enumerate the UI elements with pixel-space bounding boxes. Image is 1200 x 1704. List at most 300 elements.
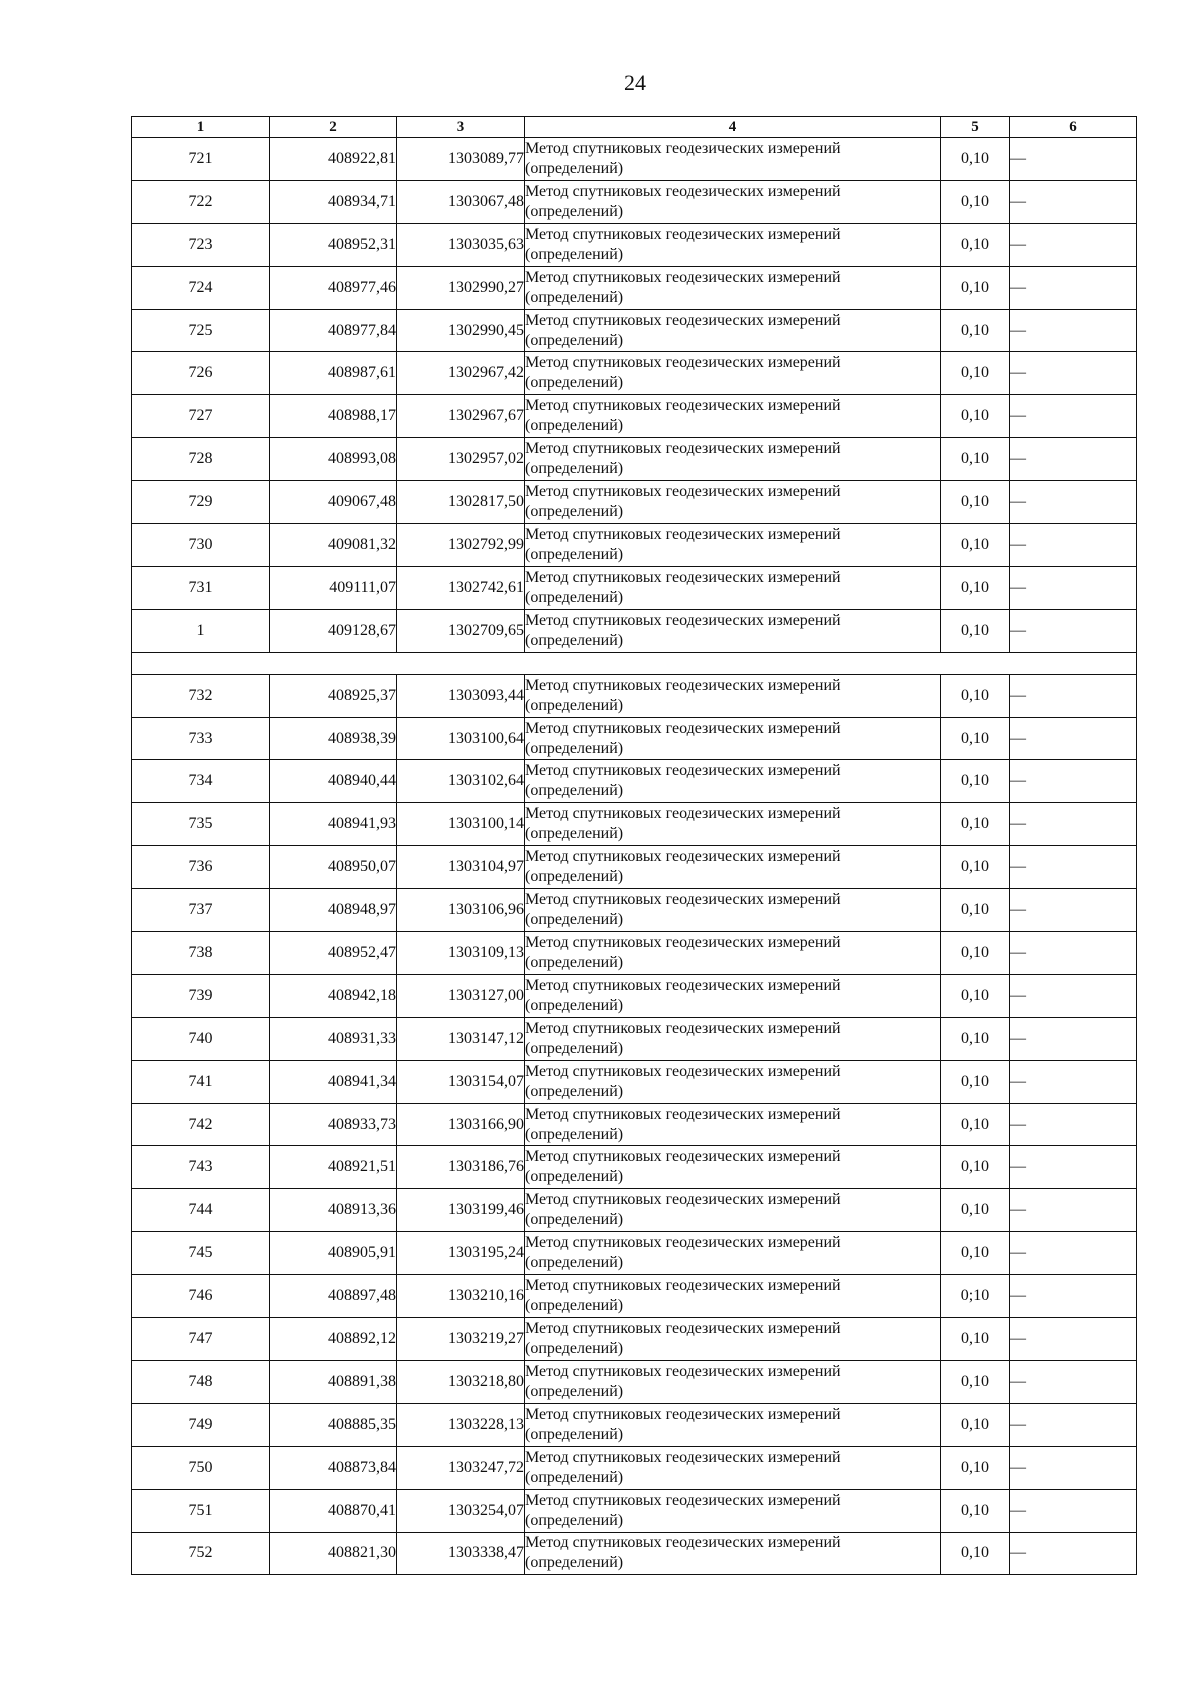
coord-y: 1302817,50	[397, 481, 525, 524]
coord-y: 1302709,65	[397, 609, 525, 652]
note-dash: —	[1010, 717, 1137, 760]
table-row	[132, 1446, 1137, 1489]
coord-y: 1303199,46	[397, 1189, 525, 1232]
point-number: 733	[132, 717, 270, 760]
note-dash: —	[1010, 609, 1137, 652]
coord-x: 408952,47	[270, 932, 397, 975]
method-line-2: (определений)	[525, 953, 624, 971]
point-number: 723	[132, 223, 270, 266]
point-number: 731	[132, 566, 270, 609]
note-dash: —	[1010, 1403, 1137, 1446]
method-line-1: Метод спутниковых геодезических измерений	[525, 976, 841, 994]
contour-separator-row	[132, 652, 1137, 674]
method-line-2: (определений)	[525, 417, 624, 435]
note-dash: —	[1010, 974, 1137, 1017]
method-line-2: (определений)	[525, 739, 624, 757]
table-row	[132, 846, 1137, 889]
coord-x: 408821,30	[270, 1532, 397, 1575]
method-line-2: (определений)	[525, 588, 624, 606]
method-cell	[525, 138, 941, 181]
note-dash: —	[1010, 566, 1137, 609]
accuracy-value: 0,10	[941, 481, 1010, 524]
method-line-2: (определений)	[525, 1082, 624, 1100]
note-dash: —	[1010, 1532, 1137, 1575]
method-line-2: (определений)	[525, 202, 624, 220]
method-cell	[525, 609, 941, 652]
note-dash: —	[1010, 932, 1137, 975]
accuracy-value: 0,10	[941, 674, 1010, 717]
method-line-2: (определений)	[525, 503, 624, 521]
coordinates-table	[131, 116, 1137, 1575]
coord-x: 409111,07	[270, 566, 397, 609]
method-cell	[525, 974, 941, 1017]
point-number: 728	[132, 438, 270, 481]
table-row	[132, 760, 1137, 803]
point-number: 743	[132, 1146, 270, 1189]
table-row	[132, 566, 1137, 609]
table-row	[132, 138, 1137, 181]
point-number: 736	[132, 846, 270, 889]
coord-x: 408870,41	[270, 1489, 397, 1532]
coord-x: 408941,34	[270, 1060, 397, 1103]
accuracy-value: 0,10	[941, 180, 1010, 223]
method-cell	[525, 1532, 941, 1575]
accuracy-value: 0,10	[941, 803, 1010, 846]
header-row	[132, 117, 1137, 138]
method-line-1: Метод спутниковых геодезических измерений	[525, 1148, 841, 1166]
coord-x: 409128,67	[270, 609, 397, 652]
method-line-1: Метод спутниковых геодезических измерений	[525, 525, 841, 543]
coord-y: 1302957,02	[397, 438, 525, 481]
method-cell	[525, 1017, 941, 1060]
table-row	[132, 932, 1137, 975]
coord-y: 1303218,80	[397, 1360, 525, 1403]
note-dash: —	[1010, 760, 1137, 803]
coord-y: 1303106,96	[397, 889, 525, 932]
point-number: 734	[132, 760, 270, 803]
method-line-2: (определений)	[525, 1211, 624, 1229]
coord-x: 408933,73	[270, 1103, 397, 1146]
method-cell	[525, 760, 941, 803]
note-dash: —	[1010, 1189, 1137, 1232]
note-dash: —	[1010, 352, 1137, 395]
point-number: 725	[132, 309, 270, 352]
coord-x: 408948,97	[270, 889, 397, 932]
point-number: 727	[132, 395, 270, 438]
method-line-2: (определений)	[525, 1039, 624, 1057]
point-number: 737	[132, 889, 270, 932]
table-row	[132, 1275, 1137, 1318]
accuracy-value: 0,10	[941, 566, 1010, 609]
note-dash: —	[1010, 481, 1137, 524]
note-dash: —	[1010, 309, 1137, 352]
note-dash: —	[1010, 1318, 1137, 1361]
coord-x: 408993,08	[270, 438, 397, 481]
method-line-2: (определений)	[525, 996, 624, 1014]
method-line-1: Метод спутниковых геодезических измерений	[525, 933, 841, 951]
table-row	[132, 803, 1137, 846]
method-line-1: Метод спутниковых геодезических измерений	[525, 268, 841, 286]
coord-y: 1302967,67	[397, 395, 525, 438]
method-line-1: Метод спутниковых геодезических измерений	[525, 182, 841, 200]
note-dash: —	[1010, 803, 1137, 846]
method-line-1: Метод спутниковых геодезических измерений	[525, 311, 841, 329]
method-line-1: Метод спутниковых геодезических измерений	[525, 611, 841, 629]
accuracy-value: 0,10	[941, 1360, 1010, 1403]
table-row	[132, 309, 1137, 352]
note-dash: —	[1010, 1489, 1137, 1532]
accuracy-value: 0,10	[941, 1017, 1010, 1060]
method-line-1: Метод спутниковых геодезических измерений	[525, 1019, 841, 1037]
point-number: 726	[132, 352, 270, 395]
accuracy-value: 0,10	[941, 138, 1010, 181]
table-row	[132, 1232, 1137, 1275]
table-row	[132, 1103, 1137, 1146]
page-number: 24	[624, 70, 646, 95]
method-cell	[525, 309, 941, 352]
method-line-1: Метод спутниковых геодезических измерений	[525, 848, 841, 866]
coord-y: 1303035,63	[397, 223, 525, 266]
method-line-2: (определений)	[525, 331, 624, 349]
accuracy-value: 0,10	[941, 352, 1010, 395]
coord-y: 1303247,72	[397, 1446, 525, 1489]
coord-y: 1303127,00	[397, 974, 525, 1017]
accuracy-value: 0,10	[941, 932, 1010, 975]
table-row	[132, 1060, 1137, 1103]
coord-x: 408925,37	[270, 674, 397, 717]
accuracy-value: 0,10	[941, 309, 1010, 352]
coord-y: 1302792,99	[397, 524, 525, 567]
accuracy-value: 0,10	[941, 1489, 1010, 1532]
method-line-1: Метод спутниковых геодезических измерений	[525, 676, 841, 694]
method-cell	[525, 395, 941, 438]
point-number: 730	[132, 524, 270, 567]
method-cell	[525, 889, 941, 932]
method-cell	[525, 1318, 941, 1361]
separator-cell	[132, 652, 1137, 674]
method-line-2: (определений)	[525, 696, 624, 714]
method-cell	[525, 223, 941, 266]
coord-x: 408934,71	[270, 180, 397, 223]
coord-y: 1303228,13	[397, 1403, 525, 1446]
coord-y: 1302990,45	[397, 309, 525, 352]
coord-x: 408921,51	[270, 1146, 397, 1189]
method-line-1: Метод спутниковых геодезических измерений	[525, 483, 841, 501]
table-row	[132, 1146, 1137, 1189]
coord-y: 1303154,07	[397, 1060, 525, 1103]
accuracy-value: 0,10	[941, 266, 1010, 309]
point-number: 747	[132, 1318, 270, 1361]
method-line-1: Метод спутниковых геодезических измерений	[525, 568, 841, 586]
table-row	[132, 1489, 1137, 1532]
accuracy-value: 0,10	[941, 609, 1010, 652]
table-row	[132, 1318, 1137, 1361]
coord-y: 1302742,61	[397, 566, 525, 609]
table-row	[132, 223, 1137, 266]
accuracy-value: 0;10	[941, 1275, 1010, 1318]
note-dash: —	[1010, 846, 1137, 889]
method-line-1: Метод спутниковых геодезических измерений	[525, 719, 841, 737]
table-row	[132, 717, 1137, 760]
method-cell	[525, 566, 941, 609]
coord-x: 408938,39	[270, 717, 397, 760]
coord-x: 409067,48	[270, 481, 397, 524]
method-line-1: Метод спутниковых геодезических измерений	[525, 1491, 841, 1509]
method-cell	[525, 481, 941, 524]
accuracy-value: 0,10	[941, 438, 1010, 481]
note-dash: —	[1010, 138, 1137, 181]
coord-y: 1303219,27	[397, 1318, 525, 1361]
accuracy-value: 0,10	[941, 395, 1010, 438]
point-number: 722	[132, 180, 270, 223]
coord-y: 1303338,47	[397, 1532, 525, 1575]
method-cell	[525, 266, 941, 309]
method-line-1: Метод спутниковых геодезических измерений	[525, 1534, 841, 1552]
method-line-2: (определений)	[525, 1425, 624, 1443]
coord-x: 408931,33	[270, 1017, 397, 1060]
coord-x: 408905,91	[270, 1232, 397, 1275]
coord-x: 408873,84	[270, 1446, 397, 1489]
point-number: 732	[132, 674, 270, 717]
coord-y: 1303166,90	[397, 1103, 525, 1146]
coord-y: 1303100,14	[397, 803, 525, 846]
note-dash: —	[1010, 1103, 1137, 1146]
method-cell	[525, 803, 941, 846]
method-cell	[525, 717, 941, 760]
point-number: 721	[132, 138, 270, 181]
note-dash: —	[1010, 889, 1137, 932]
note-dash: —	[1010, 674, 1137, 717]
note-dash: —	[1010, 1232, 1137, 1275]
coord-y: 1302967,42	[397, 352, 525, 395]
header-col-5: 5	[941, 117, 1010, 138]
table-row	[132, 180, 1137, 223]
header-col-1: 1	[132, 117, 270, 138]
method-line-2: (определений)	[525, 1168, 624, 1186]
point-number: 750	[132, 1446, 270, 1489]
method-cell	[525, 1403, 941, 1446]
table-row	[132, 674, 1137, 717]
method-line-1: Метод спутниковых геодезических измерений	[525, 1277, 841, 1295]
note-dash: —	[1010, 1275, 1137, 1318]
table-body	[132, 138, 1137, 1575]
coord-y: 1303195,24	[397, 1232, 525, 1275]
coord-y: 1303104,97	[397, 846, 525, 889]
coord-x: 408922,81	[270, 138, 397, 181]
note-dash: —	[1010, 1360, 1137, 1403]
point-number: 748	[132, 1360, 270, 1403]
method-line-2: (определений)	[525, 868, 624, 886]
method-line-1: Метод спутниковых геодезических измерений	[525, 225, 841, 243]
method-line-2: (определений)	[525, 1339, 624, 1357]
point-number: 1	[132, 609, 270, 652]
point-number: 751	[132, 1489, 270, 1532]
method-line-2: (определений)	[525, 374, 624, 392]
point-number: 745	[132, 1232, 270, 1275]
method-line-2: (определений)	[525, 631, 624, 649]
coord-x: 408913,36	[270, 1189, 397, 1232]
point-number: 724	[132, 266, 270, 309]
note-dash: —	[1010, 1060, 1137, 1103]
table-row	[132, 1532, 1137, 1575]
point-number: 742	[132, 1103, 270, 1146]
method-line-1: Метод спутниковых геодезических измерений	[525, 1105, 841, 1123]
method-line-2: (определений)	[525, 1382, 624, 1400]
coord-x: 408892,12	[270, 1318, 397, 1361]
method-line-2: (определений)	[525, 1554, 624, 1572]
method-cell	[525, 674, 941, 717]
accuracy-value: 0,10	[941, 717, 1010, 760]
method-cell	[525, 1360, 941, 1403]
coord-y: 1303254,07	[397, 1489, 525, 1532]
method-line-1: Метод спутниковых геодезических измерений	[525, 1362, 841, 1380]
coord-x: 408952,31	[270, 223, 397, 266]
accuracy-value: 0,10	[941, 1103, 1010, 1146]
method-line-1: Метод спутниковых геодезических измерений	[525, 1191, 841, 1209]
method-line-2: (определений)	[525, 911, 624, 929]
coord-y: 1303102,64	[397, 760, 525, 803]
note-dash: —	[1010, 1146, 1137, 1189]
header-col-3: 3	[397, 117, 525, 138]
table-row	[132, 481, 1137, 524]
coord-x: 408950,07	[270, 846, 397, 889]
point-number: 749	[132, 1403, 270, 1446]
point-number: 741	[132, 1060, 270, 1103]
method-cell	[525, 180, 941, 223]
point-number: 752	[132, 1532, 270, 1575]
method-line-1: Метод спутниковых геодезических измерений	[525, 805, 841, 823]
method-line-2: (определений)	[525, 159, 624, 177]
method-line-2: (определений)	[525, 1125, 624, 1143]
coord-y: 1303147,12	[397, 1017, 525, 1060]
method-line-1: Метод спутниковых геодезических измерений	[525, 1234, 841, 1252]
point-number: 746	[132, 1275, 270, 1318]
note-dash: —	[1010, 180, 1137, 223]
point-number: 739	[132, 974, 270, 1017]
accuracy-value: 0,10	[941, 1232, 1010, 1275]
method-line-2: (определений)	[525, 1254, 624, 1272]
coord-y: 1303067,48	[397, 180, 525, 223]
method-cell	[525, 1232, 941, 1275]
accuracy-value: 0,10	[941, 1446, 1010, 1489]
accuracy-value: 0,10	[941, 524, 1010, 567]
point-number: 729	[132, 481, 270, 524]
header-col-6: 6	[1010, 117, 1137, 138]
method-cell	[525, 352, 941, 395]
coord-x: 408977,46	[270, 266, 397, 309]
method-cell	[525, 1275, 941, 1318]
coord-y: 1303210,16	[397, 1275, 525, 1318]
table-row	[132, 1189, 1137, 1232]
header-col-2: 2	[270, 117, 397, 138]
coord-y: 1303093,44	[397, 674, 525, 717]
table-row	[132, 524, 1137, 567]
method-cell	[525, 438, 941, 481]
coord-x: 408988,17	[270, 395, 397, 438]
method-line-2: (определений)	[525, 1468, 624, 1486]
accuracy-value: 0,10	[941, 1146, 1010, 1189]
method-cell	[525, 524, 941, 567]
point-number: 735	[132, 803, 270, 846]
note-dash: —	[1010, 1446, 1137, 1489]
method-line-1: Метод спутниковых геодезических измерений	[525, 440, 841, 458]
coord-x: 408940,44	[270, 760, 397, 803]
method-cell	[525, 1189, 941, 1232]
method-cell	[525, 1446, 941, 1489]
coord-x: 408885,35	[270, 1403, 397, 1446]
method-line-2: (определений)	[525, 1511, 624, 1529]
table-row	[132, 1403, 1137, 1446]
accuracy-value: 0,10	[941, 889, 1010, 932]
note-dash: —	[1010, 524, 1137, 567]
coord-x: 408987,61	[270, 352, 397, 395]
note-dash: —	[1010, 1017, 1137, 1060]
method-line-1: Метод спутниковых геодезических измерений	[525, 1448, 841, 1466]
coord-x: 408891,38	[270, 1360, 397, 1403]
table-row	[132, 609, 1137, 652]
coord-y: 1303109,13	[397, 932, 525, 975]
coord-x: 408942,18	[270, 974, 397, 1017]
accuracy-value: 0,10	[941, 1189, 1010, 1232]
table-row	[132, 974, 1137, 1017]
table-row	[132, 1360, 1137, 1403]
header-col-4: 4	[525, 117, 941, 138]
method-line-1: Метод спутниковых геодезических измерений	[525, 139, 841, 157]
point-number: 744	[132, 1189, 270, 1232]
method-cell	[525, 846, 941, 889]
method-cell	[525, 932, 941, 975]
accuracy-value: 0,10	[941, 846, 1010, 889]
method-line-2: (определений)	[525, 1297, 624, 1315]
method-cell	[525, 1060, 941, 1103]
accuracy-value: 0,10	[941, 223, 1010, 266]
table-row	[132, 889, 1137, 932]
method-line-2: (определений)	[525, 460, 624, 478]
method-line-1: Метод спутниковых геодезических измерений	[525, 891, 841, 909]
method-line-2: (определений)	[525, 545, 624, 563]
accuracy-value: 0,10	[941, 1060, 1010, 1103]
note-dash: —	[1010, 395, 1137, 438]
point-number: 738	[132, 932, 270, 975]
coord-y: 1303089,77	[397, 138, 525, 181]
coord-x: 408941,93	[270, 803, 397, 846]
method-line-2: (определений)	[525, 245, 624, 263]
method-line-1: Метод спутниковых геодезических измерений	[525, 354, 841, 372]
accuracy-value: 0,10	[941, 760, 1010, 803]
method-cell	[525, 1103, 941, 1146]
table-row	[132, 266, 1137, 309]
method-cell	[525, 1146, 941, 1189]
coord-x: 409081,32	[270, 524, 397, 567]
method-line-1: Метод спутниковых геодезических измерений	[525, 1405, 841, 1423]
method-cell	[525, 1489, 941, 1532]
table-row	[132, 438, 1137, 481]
note-dash: —	[1010, 223, 1137, 266]
coord-x: 408977,84	[270, 309, 397, 352]
method-line-1: Метод спутниковых геодезических измерений	[525, 762, 841, 780]
accuracy-value: 0,10	[941, 1318, 1010, 1361]
method-line-1: Метод спутниковых геодезических измерений	[525, 1062, 841, 1080]
coord-y: 1302990,27	[397, 266, 525, 309]
method-line-2: (определений)	[525, 782, 624, 800]
coord-y: 1303100,64	[397, 717, 525, 760]
method-line-1: Метод спутниковых геодезических измерений	[525, 397, 841, 415]
method-line-1: Метод спутниковых геодезических измерений	[525, 1319, 841, 1337]
method-line-2: (определений)	[525, 825, 624, 843]
accuracy-value: 0,10	[941, 1532, 1010, 1575]
method-line-2: (определений)	[525, 288, 624, 306]
accuracy-value: 0,10	[941, 974, 1010, 1017]
